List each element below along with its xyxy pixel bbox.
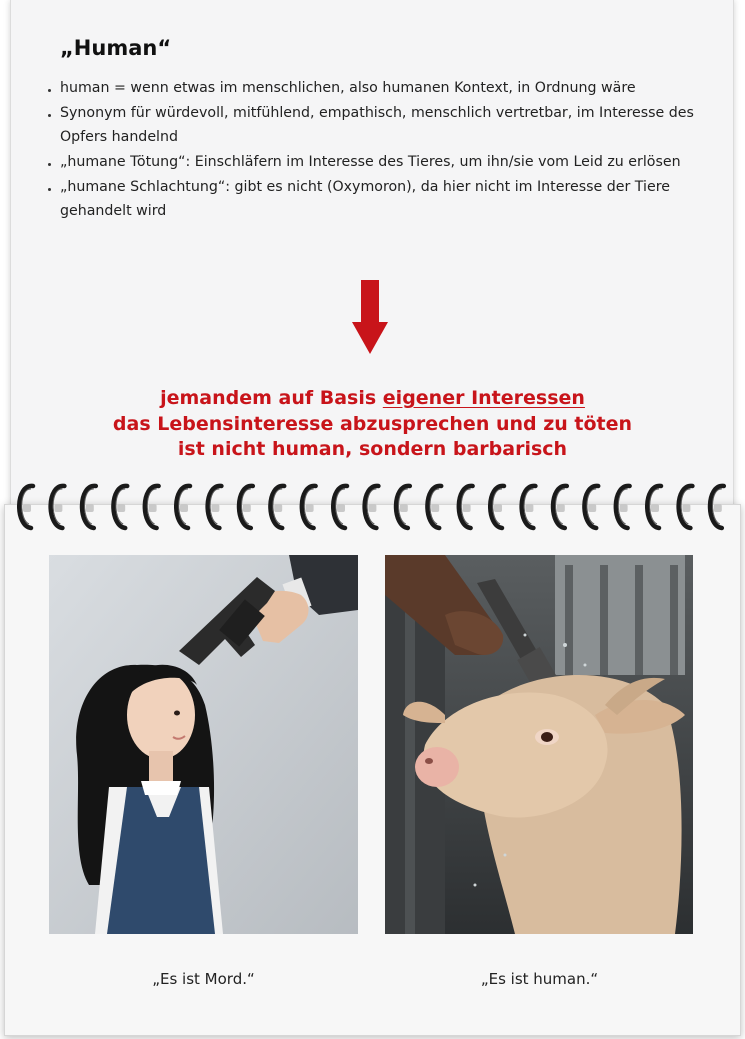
binding-ring [239, 486, 253, 528]
binding-ring [113, 486, 127, 528]
conclusion-line-1: jemandem auf Basis eigener Interessen [160, 387, 585, 409]
binding-ring [616, 486, 630, 528]
conclusion-statement [40, 386, 705, 463]
photo-girl-gun [49, 555, 358, 934]
binding-ring [584, 486, 598, 528]
binding-ring [522, 486, 536, 528]
photo-cow-stunner [385, 555, 693, 934]
binding-ring [208, 486, 222, 528]
binding-ring [710, 486, 724, 528]
list-item: „humane Schlachtung“: gibt es nicht (Oxymoron), da hier nicht im Interesse der Tiere gehandelt wird [44, 175, 694, 223]
list-item: „humane Tötung“: Einschläfern im Interesse des Tieres, um ihn/sie vom Leid zu erlösen [44, 150, 694, 174]
binding-ring [176, 486, 190, 528]
caption-right: „Es ist human.“ [480, 970, 599, 988]
emphasis-underlined: eigener Interessen [382, 387, 585, 409]
binding-ring [302, 486, 316, 528]
binding-ring [490, 486, 504, 528]
binding-ring [679, 486, 693, 528]
caption-left: „Es ist Mord.“ [152, 970, 255, 988]
binding-ring [82, 486, 96, 528]
down-arrow-icon [350, 280, 390, 354]
conclusion-line-3: ist nicht human, sondern barbarisch [177, 438, 568, 460]
definition-list [44, 76, 694, 224]
list-item: Synonym für würdevoll, mitfühlend, empathisch, menschlich vertretbar, im Interesse des Opfers handelnd [44, 101, 694, 149]
binding-ring [553, 486, 567, 528]
binding-ring [333, 486, 347, 528]
binding-ring [396, 486, 410, 528]
binding-ring [365, 486, 379, 528]
binding-ring [51, 486, 65, 528]
binding-ring [145, 486, 159, 528]
binding-ring [459, 486, 473, 528]
list-item: human = wenn etwas im menschlichen, also humanen Kontext, in Ordnung wäre [44, 76, 694, 100]
binding-ring [19, 486, 33, 528]
conclusion-line-2: das Lebensinteresse abzusprechen und zu töten [112, 412, 633, 435]
binding-ring [427, 486, 441, 528]
binding-ring [270, 486, 284, 528]
page-title: „Human“ [60, 36, 172, 60]
spiral-binding [0, 476, 745, 536]
binding-ring [647, 486, 661, 528]
